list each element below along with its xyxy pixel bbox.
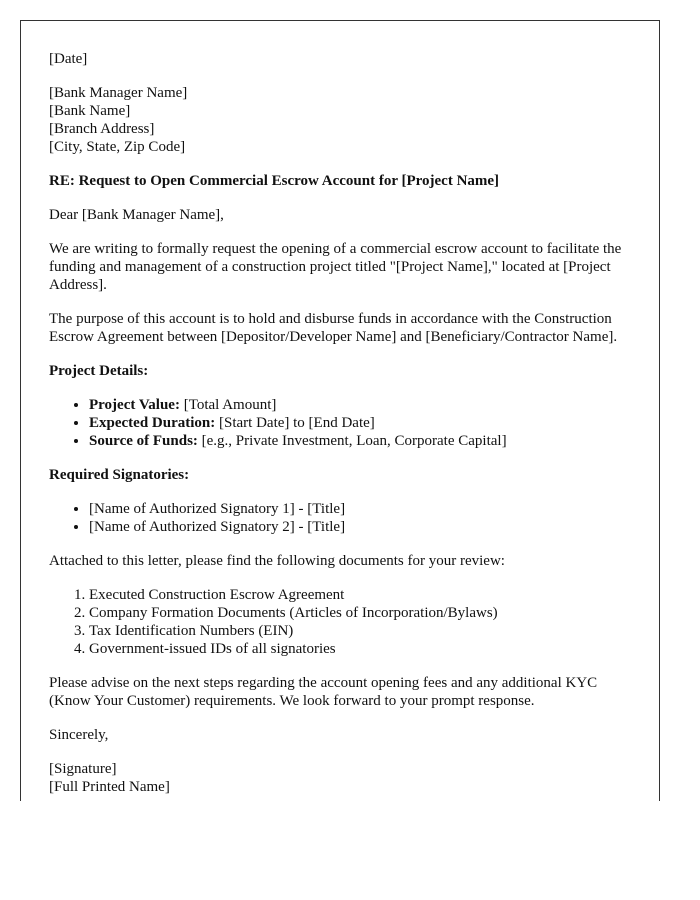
- list-item: 3. Tax Identification Numbers (EIN): [89, 622, 639, 640]
- closing: Sincerely,: [49, 727, 109, 743]
- detail-value: [Total Amount]: [179, 397, 277, 413]
- list-item: [89, 396, 639, 414]
- recipient-name: [Bank Manager Name]: [49, 85, 188, 101]
- printed-name: [Full Printed Name]: [49, 779, 170, 795]
- signatories-heading: Required Signatories:: [49, 467, 190, 483]
- detail-label: Project Value:: [89, 397, 180, 413]
- attachments-intro: Attached to this letter, please find the following documents for your review:: [49, 553, 505, 569]
- list-item: • [Name of Authorized Signatory 2] - [Title]: [89, 518, 639, 536]
- letter-page: [20, 20, 660, 801]
- list-item: 1. Executed Construction Escrow Agreement: [89, 586, 639, 604]
- subject-line: RE: Request to Open Commercial Escrow Account for [Project Name]: [49, 173, 500, 189]
- salutation: Dear [Bank Manager Name],: [49, 207, 224, 223]
- list-item: 2. Company Formation Documents (Articles of Incorporation/Bylaws): [89, 604, 639, 622]
- list-item: • [Name of Authorized Signatory 1] - [Title]: [89, 500, 639, 518]
- signature: [Signature]: [49, 761, 117, 777]
- letter-date: [Date]: [49, 51, 88, 67]
- project-details-list: [49, 396, 639, 450]
- recipient-address: [49, 84, 639, 156]
- bank-name: [Bank Name]: [49, 103, 131, 119]
- project-details-heading: Project Details:: [49, 363, 149, 379]
- signatories-list: [49, 500, 639, 536]
- city-state-zip: [City, State, Zip Code]: [49, 139, 186, 155]
- intro-paragraph: We are writing to formally request the opening of a commercial escrow account to facilitate the funding and management of a construction project titled "[Project Name]," located at [Project Address].: [49, 241, 622, 293]
- detail-value: [e.g., Private Investment, Loan, Corporate Capital]: [197, 433, 507, 449]
- list-item: [89, 414, 639, 432]
- list-item: [89, 432, 639, 450]
- detail-value: [Start Date] to [End Date]: [215, 415, 375, 431]
- purpose-paragraph: The purpose of this account is to hold and disburse funds in accordance with the Construction Escrow Agreement between [Depositor/Developer Name] and [Beneficiary/Contractor Name].: [49, 311, 618, 345]
- letter-content: [49, 50, 639, 796]
- list-item: 4. Government-issued IDs of all signatories: [89, 640, 639, 658]
- detail-label: Source of Funds:: [89, 433, 198, 449]
- attachments-list: [49, 586, 639, 658]
- branch-address: [Branch Address]: [49, 121, 155, 137]
- closing-paragraph: Please advise on the next steps regarding the account opening fees and any additional KYC (Know Your Customer) requirements. We look forward to your prompt response.: [49, 675, 598, 709]
- detail-label: Expected Duration:: [89, 415, 216, 431]
